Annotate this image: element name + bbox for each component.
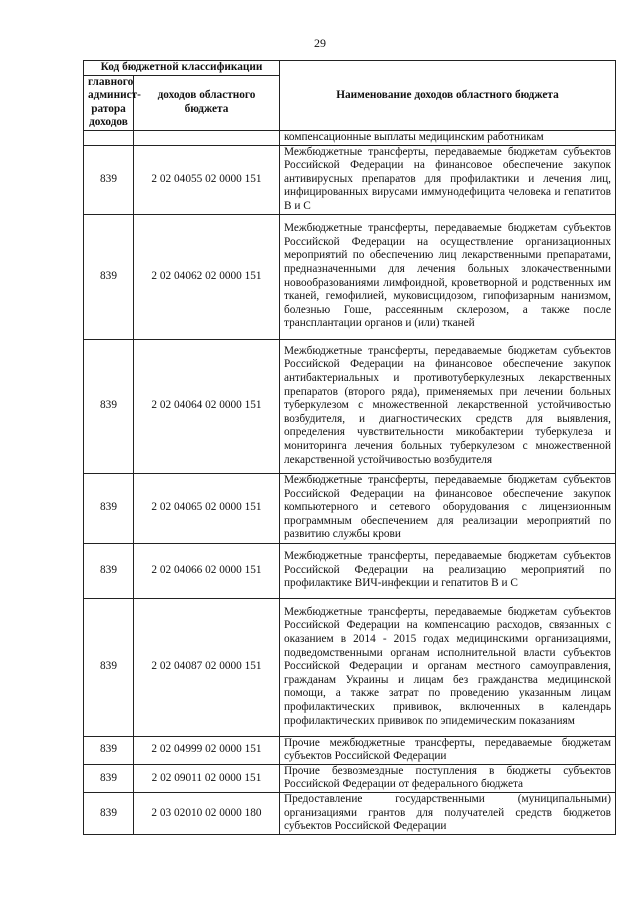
revenue-code: 2 02 04999 02 0000 151: [134, 736, 280, 764]
table-row: [84, 145, 616, 214]
revenue-name: Межбюджетные трансферты, передаваемые бюджетам субъектов Российской Федерации на реализацию мероприятий по профилактике ВИЧ-инфекции и гепатитов В и С: [280, 543, 616, 598]
admin-code: 839: [84, 598, 134, 736]
header-col-code: доходов областного бюджета: [134, 75, 280, 130]
admin-code: 839: [84, 736, 134, 764]
table-row: [84, 764, 616, 792]
revenue-code: 2 02 04087 02 0000 151: [134, 598, 280, 736]
revenue-code: 2 03 02010 02 0000 180: [134, 792, 280, 834]
table-row: [84, 473, 616, 543]
budget-revenue-table: [83, 60, 616, 835]
revenue-code: 2 02 04066 02 0000 151: [134, 543, 280, 598]
table-row: [84, 339, 616, 473]
revenue-code: 2 02 04064 02 0000 151: [134, 339, 280, 473]
revenue-name: Межбюджетные трансферты, передаваемые бюджетам субъектов Российской Федерации на осуществление организационных мероприятий по обеспечению лиц лекарственными препаратами, предназначенными для лечения больных злокачественными новообразованиями лимфоидной, кроветворной и родственных им тканей, гемофилией, муковисцидозом, гипофизарным нанизмом, болезнью Гоше, рассеянным склерозом, а также после трансплантации органов и (или) тканей: [280, 214, 616, 339]
continuation-code-cell: [134, 130, 280, 145]
table-row: [84, 736, 616, 764]
revenue-name: Прочие безвозмездные поступления в бюджеты субъектов Российской Федерации от федерального бюджета: [280, 764, 616, 792]
header-group-title: Код бюджетной классификации: [84, 61, 280, 76]
admin-code: 839: [84, 764, 134, 792]
admin-code: 839: [84, 339, 134, 473]
revenue-name: Прочие межбюджетные трансферты, передаваемые бюджетам субъектов Российской Федерации: [280, 736, 616, 764]
admin-code: 839: [84, 543, 134, 598]
revenue-name: Межбюджетные трансферты, передаваемые бюджетам субъектов Российской Федерации на финансовое обеспечение закупок антибактериальных и противотуберкулезных лекарственных препаратов (второго ряда), применяемых при лечении больных туберкулезом с множественной лекарственной устойчивостью возбудителя, и диагностических средств для выявления, определения чувствительности микобактерии туберкулеза и мониторинга лечения больных туберкулезом с множественной лекарственной устойчивостью возбудителя: [280, 339, 616, 473]
admin-code: 839: [84, 145, 134, 214]
continuation-admin-cell: [84, 130, 134, 145]
admin-code: 839: [84, 473, 134, 543]
revenue-code: 2 02 04062 02 0000 151: [134, 214, 280, 339]
header-col-name: Наименование доходов областного бюджета: [280, 61, 616, 131]
table-row: [84, 598, 616, 736]
admin-code: 839: [84, 214, 134, 339]
page-number: 29: [314, 36, 326, 50]
revenue-name: Межбюджетные трансферты, передаваемые бюджетам субъектов Российской Федерации на финансовое обеспечение закупок компьютерного и сетевого оборудования с лицензионным программным обеспечением для реализации мероприятий по развитию службы крови: [280, 473, 616, 543]
revenue-code: 2 02 04055 02 0000 151: [134, 145, 280, 214]
revenue-code: 2 02 09011 02 0000 151: [134, 764, 280, 792]
admin-code: 839: [84, 792, 134, 834]
table-row: [84, 543, 616, 598]
header-col-admin: главного админист-ратора доходов: [84, 75, 134, 130]
revenue-name: Межбюджетные трансферты, передаваемые бюджетам субъектов Российской Федерации на компенсацию расходов, связанных с оказанием в 2014 - 2015 годах медицинскими организациями, подведомственными органам исполнительной власти субъектов Российской Федерации и органам местного самоуправления, гражданам Украины и лицам без гражданства медицинской помощи, а также затрат по проведению указанным лицам профилактических прививок, включенных в календарь профилактических прививок по эпидемическим показаниям: [280, 598, 616, 736]
continuation-text: компенсационные выплаты медицинским работникам: [280, 130, 616, 145]
table-row: [84, 214, 616, 339]
table-row: [84, 792, 616, 834]
revenue-name: Предоставление государственными (муниципальными) организациями грантов для получателей средств бюджетов субъектов Российской Федерации: [280, 792, 616, 834]
revenue-code: 2 02 04065 02 0000 151: [134, 473, 280, 543]
revenue-name: Межбюджетные трансферты, передаваемые бюджетам субъектов Российской Федерации на финансовое обеспечение закупок антивирусных препаратов для профилактики и лечения лиц, инфицированных вирусами иммунодефицита человека и гепатитов В и С: [280, 145, 616, 214]
